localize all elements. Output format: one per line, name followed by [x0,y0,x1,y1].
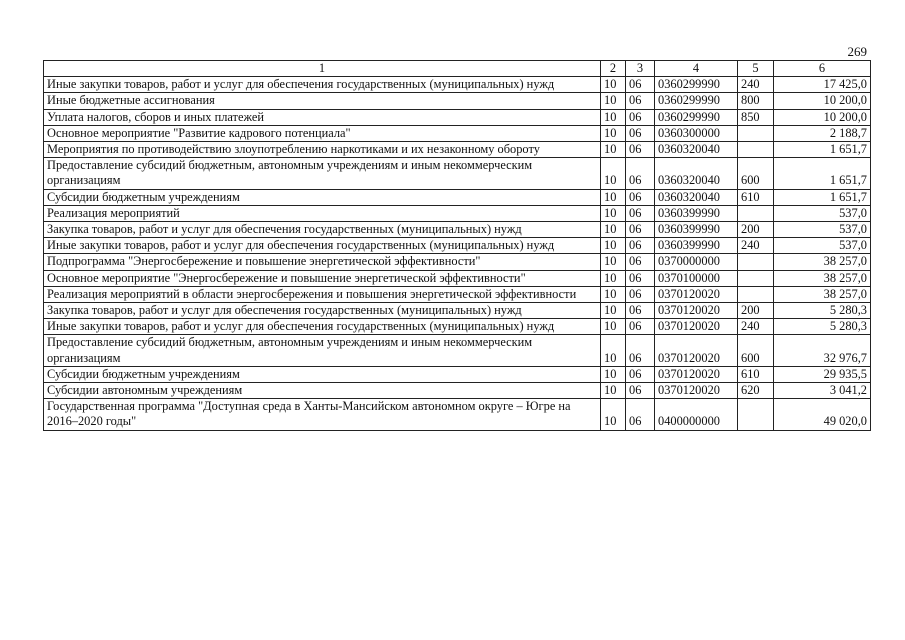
table-row [44,238,871,254]
row-name-cell: Мероприятия по противодействию злоупотреблению наркотиками и их незаконному обороту [44,142,601,158]
row-amount-cell: 1 651,7 [774,189,871,205]
row-amount-cell: 2 188,7 [774,125,871,141]
row-name-cell: Предоставление субсидий бюджетным, автономным учреждениям и иным некоммерческим организациям [44,158,601,189]
table-row [44,366,871,382]
row-section-cell: 10 [601,158,626,189]
table-row [44,77,871,93]
row-section-cell: 10 [601,270,626,286]
row-amount-cell: 1 651,7 [774,158,871,189]
row-expense-type-cell: 240 [738,238,774,254]
row-section-cell: 10 [601,399,626,430]
header-cell: 3 [626,61,655,77]
row-target-code-cell: 0360320040 [655,158,738,189]
row-expense-type-cell: 600 [738,158,774,189]
row-subsection-cell: 06 [626,222,655,238]
row-section-cell: 10 [601,254,626,270]
header-cell: 2 [601,61,626,77]
row-target-code-cell: 0360300000 [655,125,738,141]
row-section-cell: 10 [601,109,626,125]
row-amount-cell: 49 020,0 [774,399,871,430]
table-row [44,286,871,302]
row-subsection-cell: 06 [626,286,655,302]
row-name-cell: Иные закупки товаров, работ и услуг для обеспечения государственных (муниципальных) нужд [44,238,601,254]
table-row [44,222,871,238]
row-name-cell: Иные бюджетные ассигнования [44,93,601,109]
row-amount-cell: 10 200,0 [774,109,871,125]
header-cell: 6 [774,61,871,77]
row-expense-type-cell [738,205,774,221]
row-expense-type-cell [738,254,774,270]
row-amount-cell: 5 280,3 [774,319,871,335]
row-amount-cell: 5 280,3 [774,303,871,319]
row-amount-cell: 17 425,0 [774,77,871,93]
row-section-cell: 10 [601,366,626,382]
row-subsection-cell: 06 [626,319,655,335]
row-name-cell: Уплата налогов, сборов и иных платежей [44,109,601,125]
table-header-row [44,61,871,77]
header-cell: 5 [738,61,774,77]
row-amount-cell: 537,0 [774,205,871,221]
row-expense-type-cell: 800 [738,93,774,109]
row-amount-cell: 32 976,7 [774,335,871,366]
row-section-cell: 10 [601,222,626,238]
row-target-code-cell: 0370120020 [655,366,738,382]
row-target-code-cell: 0370120020 [655,383,738,399]
row-name-cell: Иные закупки товаров, работ и услуг для обеспечения государственных (муниципальных) нужд [44,319,601,335]
row-expense-type-cell: 610 [738,189,774,205]
row-name-cell: Государственная программа "Доступная среда в Ханты-Мансийском автономном округе – Югре на 2016–2020 годы" [44,399,601,430]
row-target-code-cell: 0370120020 [655,303,738,319]
row-subsection-cell: 06 [626,366,655,382]
table-row [44,189,871,205]
header-cell: 4 [655,61,738,77]
row-subsection-cell: 06 [626,93,655,109]
table-row [44,205,871,221]
row-subsection-cell: 06 [626,125,655,141]
row-expense-type-cell: 600 [738,335,774,366]
row-expense-type-cell [738,286,774,302]
header-cell: 1 [44,61,601,77]
row-expense-type-cell: 200 [738,303,774,319]
row-expense-type-cell [738,125,774,141]
row-name-cell: Иные закупки товаров, работ и услуг для обеспечения государственных (муниципальных) нужд [44,77,601,93]
row-amount-cell: 29 935,5 [774,366,871,382]
row-name-cell: Закупка товаров, работ и услуг для обеспечения государственных (муниципальных) нужд [44,303,601,319]
row-target-code-cell: 0360399990 [655,222,738,238]
row-amount-cell: 38 257,0 [774,286,871,302]
table-row [44,335,871,366]
row-subsection-cell: 06 [626,270,655,286]
row-section-cell: 10 [601,238,626,254]
row-expense-type-cell: 200 [738,222,774,238]
row-section-cell: 10 [601,77,626,93]
row-subsection-cell: 06 [626,335,655,366]
row-section-cell: 10 [601,383,626,399]
row-target-code-cell: 0360320040 [655,142,738,158]
row-name-cell: Реализация мероприятий [44,205,601,221]
table-row [44,383,871,399]
row-amount-cell: 537,0 [774,238,871,254]
row-section-cell: 10 [601,142,626,158]
row-subsection-cell: 06 [626,399,655,430]
row-name-cell: Субсидии бюджетным учреждениям [44,366,601,382]
row-section-cell: 10 [601,93,626,109]
row-name-cell: Субсидии бюджетным учреждениям [44,189,601,205]
row-target-code-cell: 0360320040 [655,189,738,205]
row-subsection-cell: 06 [626,77,655,93]
row-target-code-cell: 0370100000 [655,270,738,286]
row-target-code-cell: 0370120020 [655,319,738,335]
table-row [44,125,871,141]
row-section-cell: 10 [601,125,626,141]
row-amount-cell: 10 200,0 [774,93,871,109]
table-row [44,399,871,430]
row-subsection-cell: 06 [626,109,655,125]
row-amount-cell: 537,0 [774,222,871,238]
row-target-code-cell: 0370120020 [655,286,738,302]
table-row [44,319,871,335]
row-subsection-cell: 06 [626,303,655,319]
row-expense-type-cell [738,270,774,286]
row-target-code-cell: 0360299990 [655,93,738,109]
row-expense-type-cell [738,142,774,158]
row-target-code-cell: 0400000000 [655,399,738,430]
row-subsection-cell: 06 [626,205,655,221]
table-row [44,303,871,319]
row-amount-cell: 3 041,2 [774,383,871,399]
row-section-cell: 10 [601,319,626,335]
row-subsection-cell: 06 [626,254,655,270]
row-name-cell: Основное мероприятие "Развитие кадрового потенциала" [44,125,601,141]
row-target-code-cell: 0360299990 [655,109,738,125]
row-amount-cell: 38 257,0 [774,254,871,270]
row-expense-type-cell: 240 [738,77,774,93]
row-expense-type-cell: 850 [738,109,774,125]
row-expense-type-cell: 610 [738,366,774,382]
row-name-cell: Реализация мероприятий в области энергосбережения и повышения энергетической эффективности [44,286,601,302]
row-section-cell: 10 [601,205,626,221]
table-row [44,109,871,125]
table-row [44,142,871,158]
row-subsection-cell: 06 [626,158,655,189]
row-expense-type-cell: 240 [738,319,774,335]
table-row [44,93,871,109]
table-row [44,270,871,286]
row-section-cell: 10 [601,286,626,302]
row-target-code-cell: 0360399990 [655,205,738,221]
row-name-cell: Субсидии автономным учреждениям [44,383,601,399]
row-name-cell: Подпрограмма "Энергосбережение и повышение энергетической эффективности" [44,254,601,270]
budget-table [43,60,871,431]
row-target-code-cell: 0360299990 [655,77,738,93]
row-subsection-cell: 06 [626,383,655,399]
row-target-code-cell: 0360399990 [655,238,738,254]
page-number: 269 [847,44,867,59]
table-row [44,158,871,189]
row-subsection-cell: 06 [626,189,655,205]
row-target-code-cell: 0370000000 [655,254,738,270]
row-name-cell: Предоставление субсидий бюджетным, автономным учреждениям и иным некоммерческим организациям [44,335,601,366]
row-section-cell: 10 [601,303,626,319]
row-section-cell: 10 [601,189,626,205]
row-expense-type-cell: 620 [738,383,774,399]
table-row [44,254,871,270]
row-subsection-cell: 06 [626,238,655,254]
row-section-cell: 10 [601,335,626,366]
row-name-cell: Основное мероприятие "Энергосбережение и повышение энергетической эффективности" [44,270,601,286]
row-target-code-cell: 0370120020 [655,335,738,366]
row-name-cell: Закупка товаров, работ и услуг для обеспечения государственных (муниципальных) нужд [44,222,601,238]
row-subsection-cell: 06 [626,142,655,158]
row-amount-cell: 38 257,0 [774,270,871,286]
row-expense-type-cell [738,399,774,430]
row-amount-cell: 1 651,7 [774,142,871,158]
